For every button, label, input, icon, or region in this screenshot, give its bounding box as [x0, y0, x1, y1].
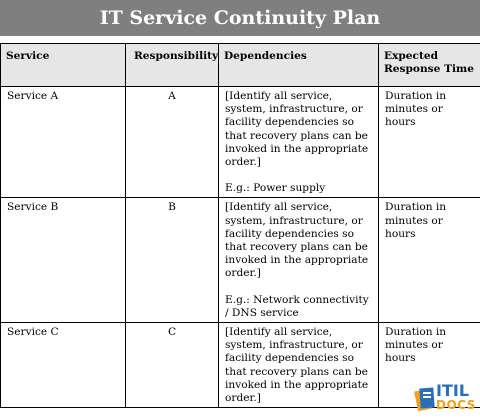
- table-row: [1, 323, 480, 408]
- cell-response-time: Duration in minutes or hours: [379, 198, 480, 323]
- cell-service: Service C: [1, 323, 126, 408]
- cell-dependencies: [219, 198, 379, 323]
- header-dependencies: Dependencies: [219, 44, 379, 87]
- table-row: [1, 198, 480, 323]
- dependencies-text: [Identify all service, system, infrastructure, or facility dependencies so that recovery plans can be invoked in the appropriate order.]: [225, 326, 372, 405]
- cell-responsibility: B: [126, 198, 219, 323]
- dependencies-text: [Identify all service, system, infrastructure, or facility dependencies so that recovery plans can be invoked in the appropriate order.]: [225, 201, 372, 280]
- document-title-bar: [0, 0, 480, 36]
- cell-dependencies: [219, 323, 379, 408]
- continuity-plan-table: [0, 43, 480, 408]
- header-expected-response-time: Expected Response Time: [379, 44, 480, 87]
- header-responsibility: Responsibility: [126, 44, 219, 87]
- table-row: [1, 87, 480, 198]
- cell-dependencies: [219, 87, 379, 198]
- document-title: IT Service Continuity Plan: [100, 7, 381, 29]
- dependencies-example: E.g.: Power supply: [225, 182, 372, 195]
- header-service: Service: [1, 44, 126, 87]
- logo-brand: ITIL: [436, 381, 469, 400]
- dependencies-text: [Identify all service, system, infrastructure, or facility dependencies so that recovery plans can be invoked in the appropriate order.]: [225, 90, 372, 169]
- cell-responsibility: A: [126, 87, 219, 198]
- cell-service: Service B: [1, 198, 126, 323]
- itil-docs-logo: [414, 382, 478, 416]
- cell-response-time: Duration in minutes or hours: [379, 87, 480, 198]
- cell-service: Service A: [1, 87, 126, 198]
- cell-responsibility: C: [126, 323, 219, 408]
- document-stack-icon: [414, 382, 438, 416]
- cell-response-time: Duration in minutes or hours: [379, 323, 480, 408]
- dependencies-example: E.g.: Network connectivity / DNS service: [225, 294, 372, 320]
- table-header-row: [1, 44, 480, 87]
- logo-sub: DOCS: [436, 398, 476, 413]
